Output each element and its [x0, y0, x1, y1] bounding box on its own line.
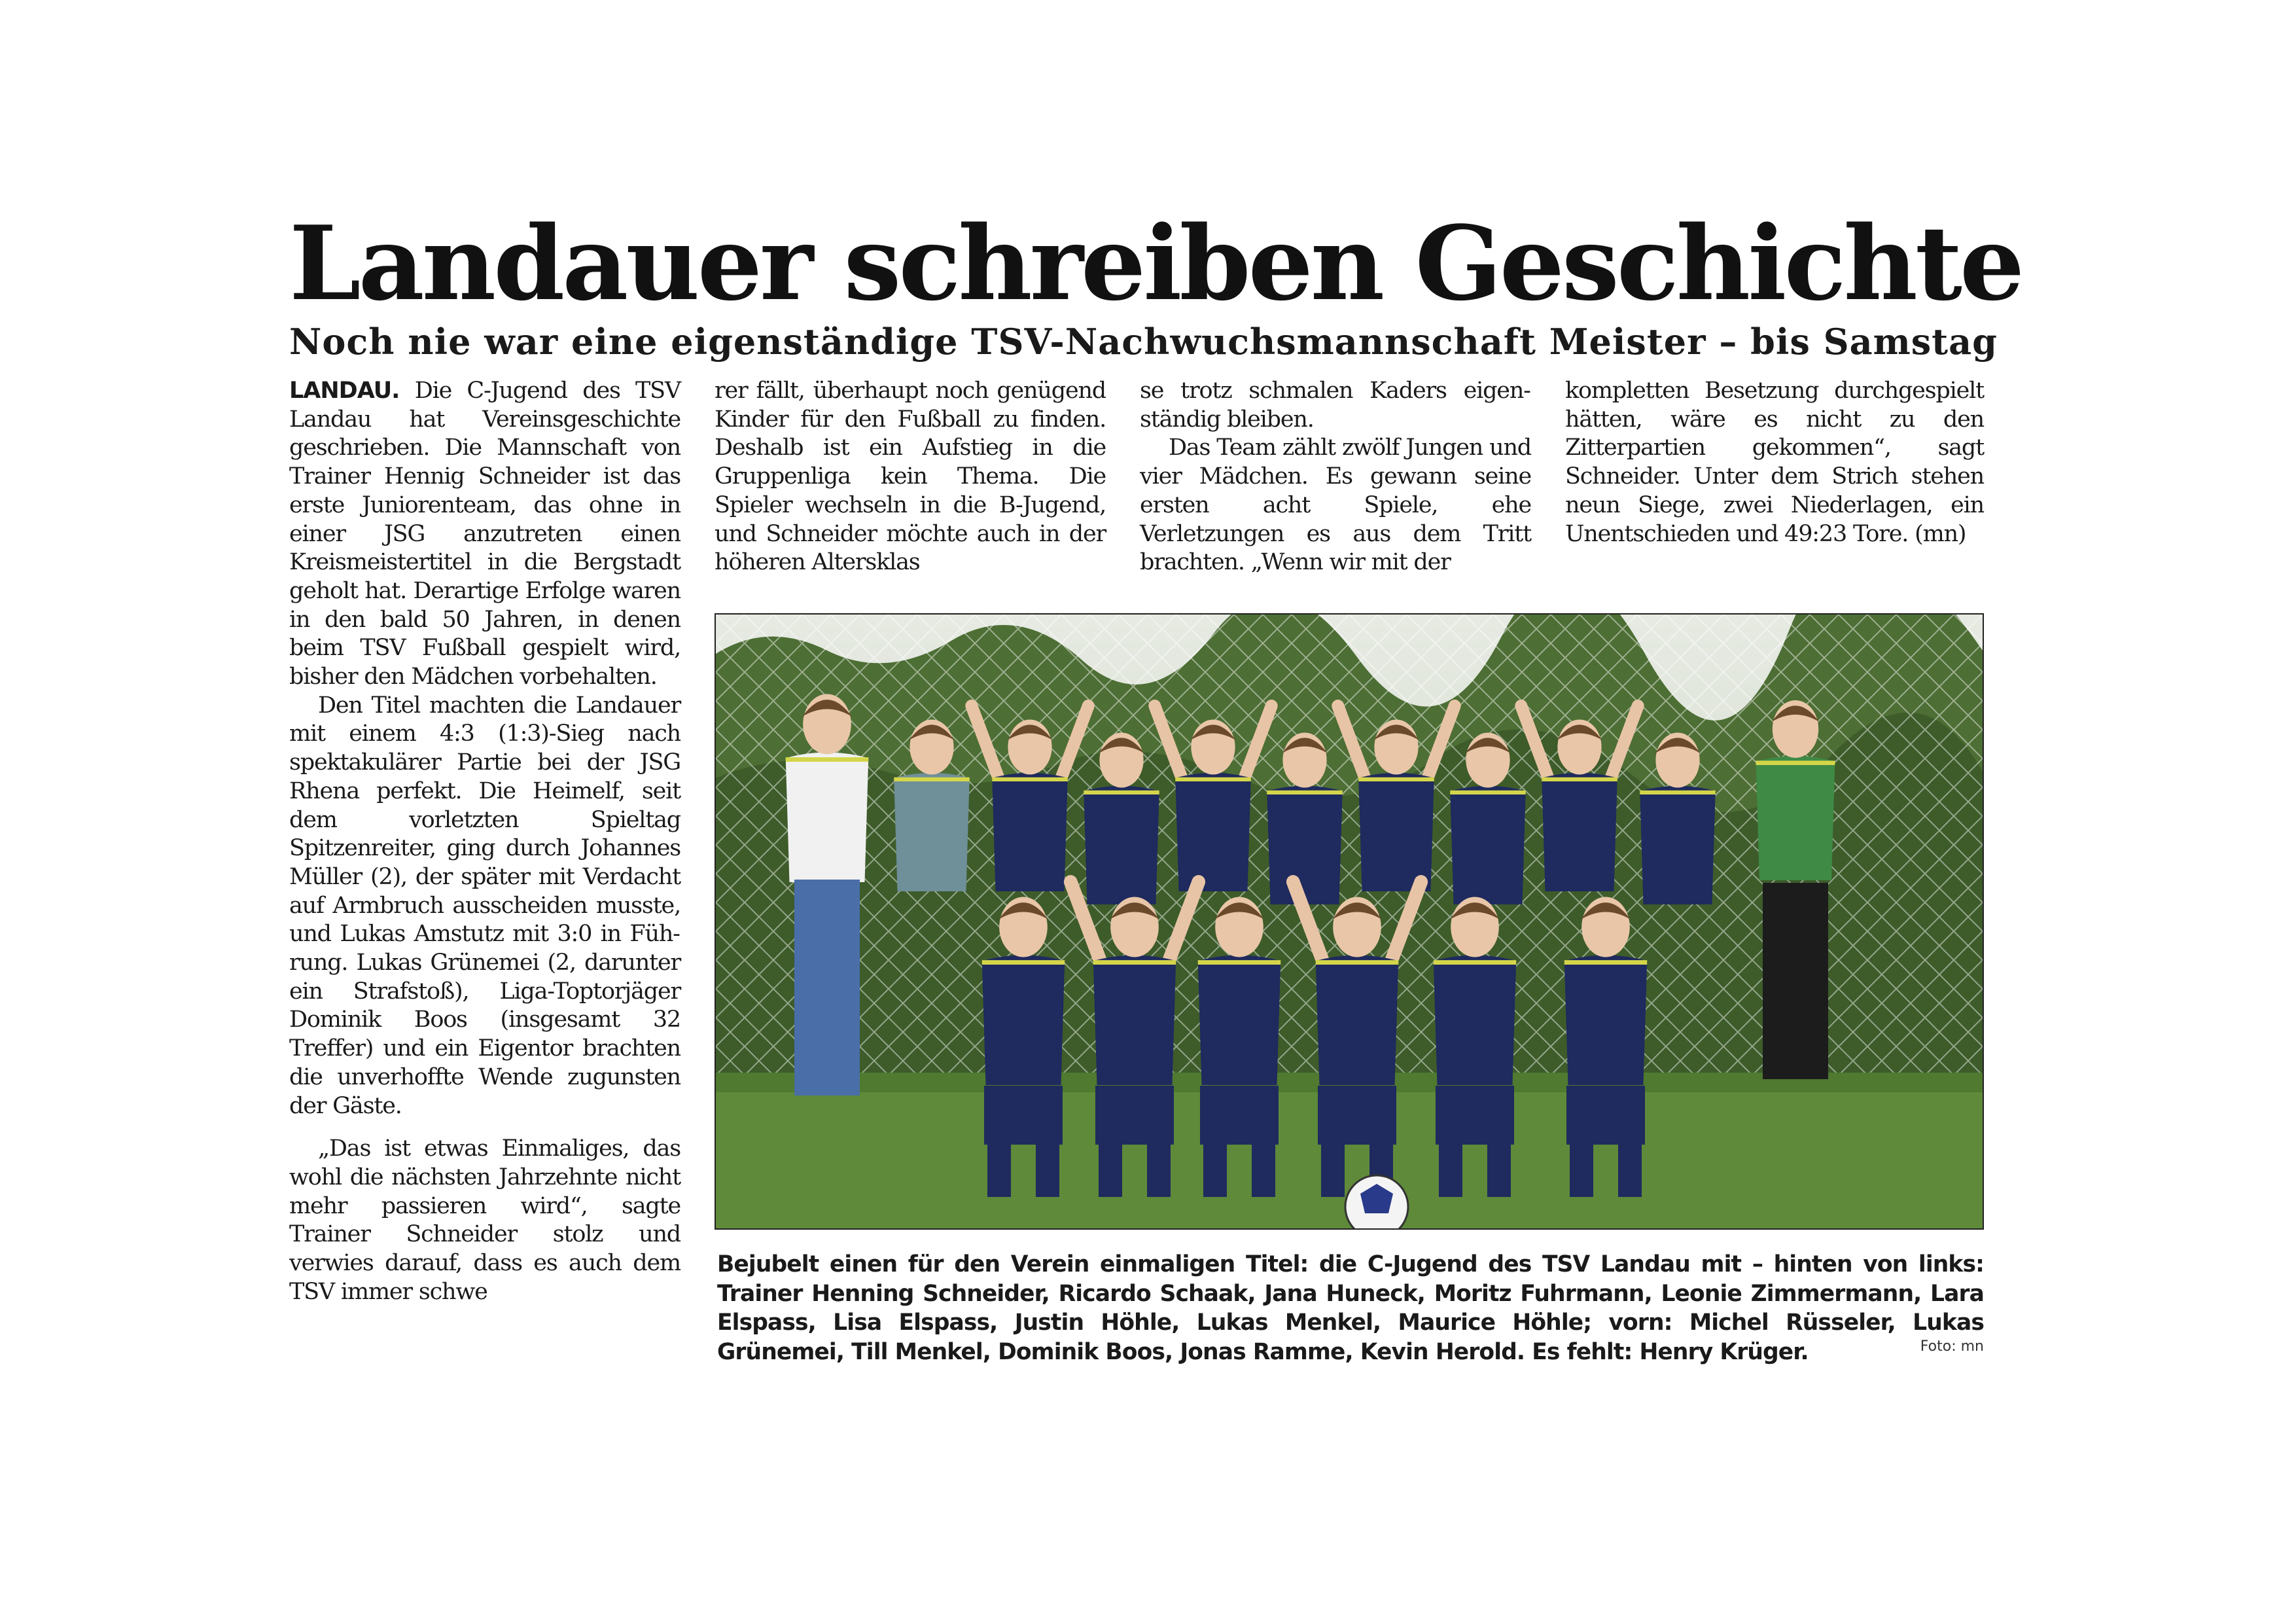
player-shorts: [984, 1086, 1063, 1145]
player-jersey: [1756, 756, 1835, 880]
paragraph: „Das ist etwas Einmaliges, das wohl die nächsten Jahrzehnte nicht mehr passieren wird“, sagte Trainer Schneider stolz und verwies darauf, dass es auch dem TSV immer schwe: [289, 1135, 680, 1305]
player-shorts: [1318, 1086, 1396, 1145]
player-sock: [1618, 1145, 1642, 1197]
player-jersey: [1267, 786, 1343, 904]
player-sock: [1036, 1145, 1059, 1197]
player-sock: [1203, 1145, 1227, 1197]
paragraph: rer fällt, überhaupt noch genügend Kinder für den Fußball zu finden. Deshalb ist ein Aufstieg in die Gruppenliga kein Thema. Die Spieler wechseln in die B-Jugend, und Schneider möchte auch in der höheren Altersklas: [715, 378, 1106, 576]
article-column-4: [1565, 377, 1984, 548]
team-photo: [715, 613, 1984, 1230]
article-column-2: [715, 377, 1106, 577]
player-sock: [1147, 1145, 1171, 1197]
photo-caption: Bejubelt einen für den Verein einmaligen Titel: die C-Jugend des TSV Landau mit – hinten von links: Trainer Henning Schneider, Ricardo Schaak, Jana Huneck, Moritz Fuhrmann, Leonie Zimmermann, Lara Elspass, Lisa Elspass, Justin Höhle, Lukas Menkel, Maurice Höhle; vorn: Michel Rüsseler, Lukas Grünemei, Till Menkel, Dominik Boos, Jonas Ramme, Kevin Herold. Es fehlt: Henry Krüger.: [717, 1251, 1984, 1365]
paragraph: [289, 377, 680, 692]
photo-credit: Foto: mn: [1920, 1338, 1984, 1355]
headline: Landauer schreiben Geschichte: [289, 204, 2022, 323]
player-sock: [1570, 1145, 1593, 1197]
player-jersey: [1175, 773, 1251, 891]
player-jersey: [894, 773, 970, 891]
player-jersey: [1542, 773, 1617, 891]
dateline: LANDAU.: [289, 378, 400, 404]
player-sock: [1439, 1145, 1462, 1197]
team-photo-illustration: [716, 615, 1983, 1228]
player-sock: [1321, 1145, 1345, 1197]
paragraph: se trotz schmalen Kaders eigenständig bleiben.: [1140, 378, 1531, 433]
player-jersey: [1084, 786, 1159, 904]
player-shorts: [1436, 1086, 1514, 1145]
paragraph-text: Die C-Jugend des TSV Landau hat Vereinsgeschichte geschrieben. Die Mannschaft von Trainer Hennig Schneider ist das erste Juniorenteam, das ohne in einer JSG anzutreten einen Kreismeistertitel in die Bergstadt geholt hat. Derartige Erfolge waren in den bald 50 Jahren, in denen beim TSV Fußball gespielt wird, bisher den Mädchen vorbehalten.: [289, 378, 680, 690]
player-jersey: [1564, 955, 1648, 1085]
player-shorts: [1200, 1086, 1279, 1145]
player-sock: [1099, 1145, 1122, 1197]
player-jersey: [1316, 955, 1399, 1085]
player-sock: [987, 1145, 1011, 1197]
article-column-3: [1140, 377, 1531, 577]
article-column-1: [289, 377, 680, 1307]
paragraph: Das Team zählt zwölf Jungen und vier Mädchen. Es gewann seine ersten acht Spiele, ehe Verletzungen es aus dem Tritt brachten. „Wenn wir mit der: [1140, 435, 1531, 576]
player-jersey: [1093, 955, 1176, 1085]
player-jersey: [982, 955, 1065, 1085]
player-jersey: [1450, 786, 1526, 904]
player-jersey: [992, 773, 1068, 891]
player-sock: [1487, 1145, 1511, 1197]
paragraph: kompletten Besetzung durchgespielt hätten, wäre es nicht zu den Zitterpartien gekommen“, sagt Schneider. Unter dem Strich stehen neun Siege, zwei Niederlagen, ein Unentschieden und 49:23 Tore. (mn): [1565, 378, 1984, 547]
goalkeeper-shorts: [1763, 883, 1828, 1079]
player-shorts: [1095, 1086, 1174, 1145]
player-sock: [1252, 1145, 1275, 1197]
subheadline: Noch nie war eine eigenständige TSV-Nachwuchsmannschaft Meister – bis Samstag: [289, 321, 1998, 363]
player-jersey: [1358, 773, 1434, 891]
paragraph: Den Titel machten die Landauer mit einem 4:3 (1:3)-Sieg nach spektakulärer Partie bei der JSG Rhena perfekt. Die Heimelf, seit dem vorletzten Spieltag Spitzenreiter, ging durch Johannes Müller (2), der später mit Verdacht auf Armbruch ausscheiden musste, und Lukas Amstutz mit 3:0 in Führung. Lukas Grünemei (2, darunter ein Strafstoß), Liga-Toptorjäger Dominik Boos (insgesamt 32 Treffer) und ein Eigentor brachten die unverhoffte Wende zugunsten der Gäste.: [289, 692, 680, 1119]
player-jersey: [1198, 955, 1281, 1085]
player-jersey: [1640, 786, 1716, 904]
coach-jeans: [794, 880, 860, 1096]
player-jersey: [1434, 955, 1517, 1085]
player-jersey: [786, 753, 869, 882]
player-shorts: [1566, 1086, 1645, 1145]
